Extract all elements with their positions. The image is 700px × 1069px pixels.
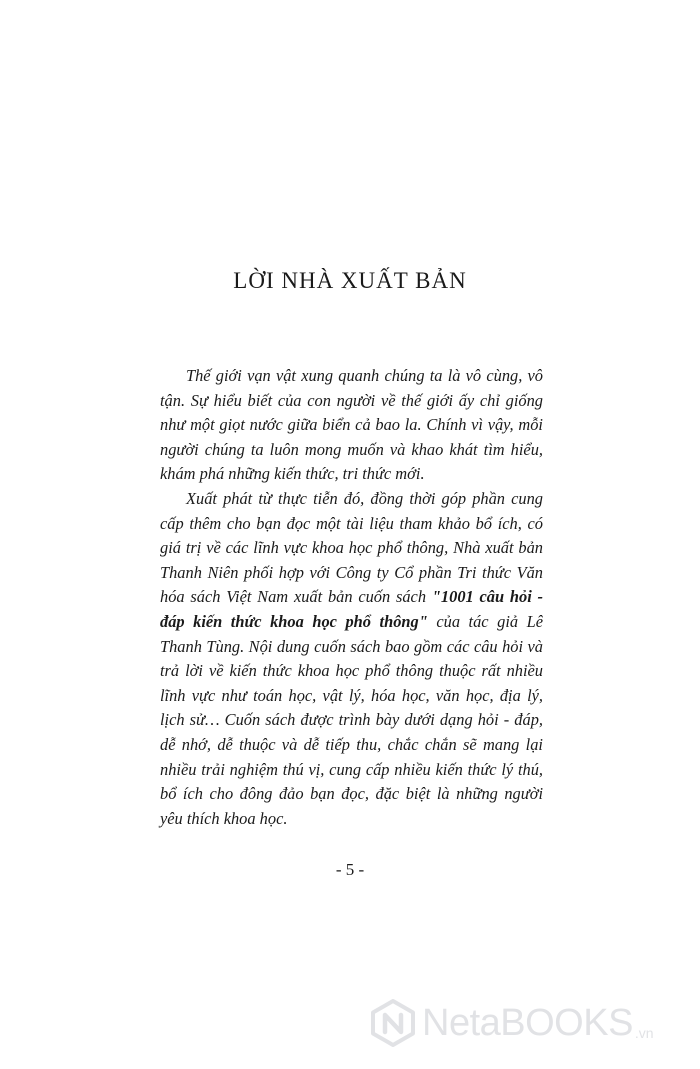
watermark-suffix: .vn xyxy=(634,1025,654,1041)
watermark xyxy=(370,997,654,1049)
page-title: LỜI NHÀ XUẤT BẢN xyxy=(233,268,467,293)
paragraph-text-after: của tác giả Lê Thanh Tùng. Nội dung cuốn sách bao gồm các câu hỏi và trả lời về kiến thức khoa học phổ thông thuộc rất nhiều lĩnh vực như toán học, vật lý, hóa học, văn học, địa lý, lịch sử… Cuốn sách được trình bày dưới dạng hỏi - đáp, dễ nhớ, dễ thuộc và dễ tiếp thu, chắc chắn sẽ mang lại nhiều trải nghiệm thú vị, cung cấp nhiều kiến thức lý thú, bổ ích cho đông đảo bạn đọc, đặc biệt là những người yêu thích khoa học. xyxy=(160,611,543,828)
paragraph-text-before: Xuất phát từ thực tiễn đó, đồng thời góp phần cung cấp thêm cho bạn đọc một tài liệu tham khảo bổ ích, có giá trị về các lĩnh vực khoa học phổ thông, Nhà xuất bản Thanh Niên phối hợp với Công ty Cổ phần Tri thức Văn hóa sách Việt Nam xuất bản cuốn sách xyxy=(160,488,543,607)
paragraph-intro: Thế giới vạn vật xung quanh chúng ta là vô cùng, vô tận. Sự hiểu biết của con người về thế giới ấy chỉ giống như một giọt nước giữa biển cả bao la. Chính vì vậy, mỗi người chúng ta luôn mong muốn và khao khát tìm hiểu, khám phá những kiến thức, tri thức mới. xyxy=(160,366,543,484)
watermark-brand: NetaBOOKS xyxy=(422,1002,633,1044)
page-number: - 5 - xyxy=(335,860,365,879)
body-text xyxy=(160,364,543,831)
book-title: "1001 câu hỏi - đáp kiến thức khoa học phổ thông" xyxy=(160,587,543,631)
paragraph-book-info xyxy=(160,487,543,831)
neta-n-logo-icon xyxy=(370,999,416,1047)
